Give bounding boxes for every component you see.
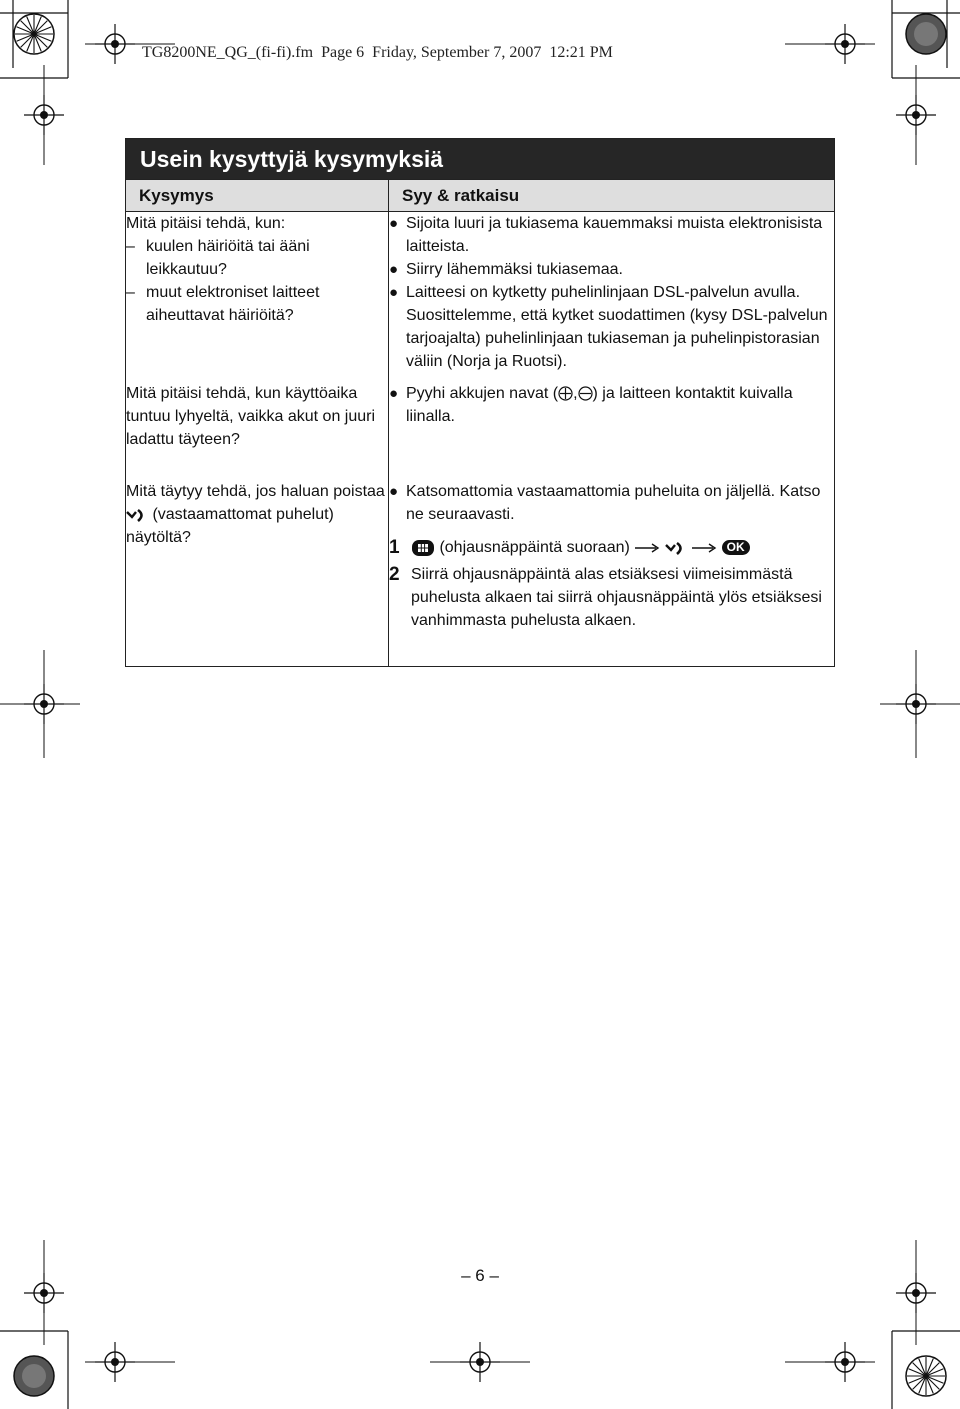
table-row bbox=[126, 480, 835, 667]
answer-text: Sijoita luuri ja tukiasema kauemmaksi muista elektronisista laitteista. bbox=[406, 215, 823, 255]
answer-text: Siirry lähemmäksi tukiasemaa. bbox=[406, 261, 623, 278]
question-text: Mitä pitäisi tehdä, kun: bbox=[126, 215, 286, 232]
running-head: TG8200NE_QG_(fi-fi).fm Page 6 Friday, September 7, 2007 12:21 PM bbox=[142, 44, 613, 61]
question-text: Mitä täytyy tehdä, jos haluan poistaa bbox=[126, 483, 385, 500]
bullet-icon: ● bbox=[389, 385, 399, 402]
menu-key-icon bbox=[411, 539, 435, 557]
answer-text: Pyyhi akkujen navat ( bbox=[406, 385, 559, 402]
ok-key-icon: OK bbox=[722, 540, 750, 555]
battery-plus-terminal-icon bbox=[558, 386, 573, 401]
step-number: 1 bbox=[389, 537, 400, 558]
step-text: (ohjausnäppäintä suoraan) bbox=[439, 539, 630, 556]
bullet-icon: ● bbox=[389, 215, 399, 232]
faq-table bbox=[125, 138, 835, 667]
column-header-answer: Syy & ratkaisu bbox=[389, 180, 835, 212]
table-title: Usein kysyttyjä kysymyksiä bbox=[126, 139, 835, 180]
table-row: Mitä pitäisi tehdä, kun: – kuulen häiriöitä tai ääni leikkautuu? – muut elektroniset laitteet aiheuttavat häiriöitä? ● Sijoita luuri ja tukiasema kauemmaksi muista elektronisista laitteista. ● Siirry lähemmäksi tukiasemaa. ● Laitteesi on kytketty puhelinlinjaan DSL-palvelun avulla. Suosittelemme, että kytket suodattimen (kysy DSL-palvelun tarjoajalta) puhelinlinjaan tukiaseman ja puhelinpistorasian väliin (Norja ja Ruotsi). bbox=[126, 212, 835, 383]
bullet-icon: ● bbox=[389, 261, 399, 278]
column-header-question: Kysymys bbox=[126, 180, 389, 212]
answer-text: Katsomattomia vastaamattomia puheluita on jäljellä. Katso ne seuraavasti. bbox=[406, 483, 821, 523]
question-text: Mitä pitäisi tehdä, kun käyttöaika tuntuu lyhyeltä, vaikka akut on juuri ladattu täyteen? bbox=[126, 385, 376, 448]
missed-call-icon bbox=[665, 540, 687, 556]
question-item: kuulen häiriöitä tai ääni leikkautuu? bbox=[146, 238, 310, 278]
battery-minus-terminal-icon bbox=[578, 386, 593, 401]
question-text: (vastaamattomat puhelut) näytöltä? bbox=[126, 506, 334, 546]
answer-text: Laitteesi on kytketty puhelinlinjaan DSL-palvelun avulla. Suosittelemme, että kytket suodattimen (kysy DSL-palvelun tarjoajalta) puhelinlinjaan tukiaseman ja puhelinpistorasian väliin (Norja ja Ruotsi). bbox=[406, 284, 828, 370]
arrow-right-icon bbox=[634, 542, 660, 554]
missed-call-icon bbox=[126, 507, 148, 523]
bullet-icon: ● bbox=[389, 483, 399, 500]
arrow-right-icon bbox=[691, 542, 717, 554]
answer-text: ) ja laitteen kontaktit kuivalla liinalla. bbox=[406, 385, 793, 425]
table-row bbox=[126, 382, 835, 480]
question-item: muut elektroniset laitteet aiheuttavat häiriöitä? bbox=[146, 284, 320, 324]
answer-separator: , bbox=[573, 385, 578, 402]
step-text: Siirrä ohjausnäppäintä alas etsiäksesi viimeisimmästä puhelusta alkaen tai siirrä ohjausnäppäintä ylös etsiäksesi vanhimmasta puhelusta alkaen. bbox=[411, 566, 822, 629]
step-number: 2 bbox=[389, 564, 400, 585]
page-number: – 6 – bbox=[461, 1266, 499, 1285]
bullet-icon: ● bbox=[389, 284, 399, 301]
